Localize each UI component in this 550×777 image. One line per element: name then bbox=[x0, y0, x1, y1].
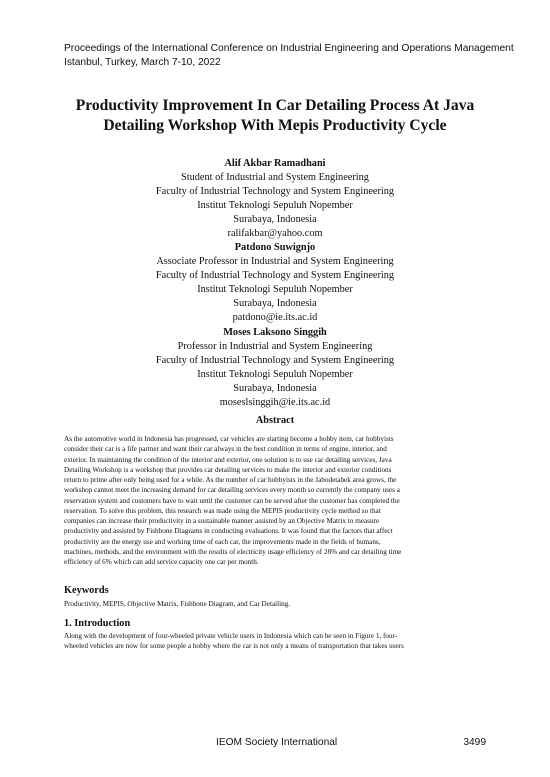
author-block-1 bbox=[60, 157, 490, 241]
author-position: Professor in Industrial and System Engineering bbox=[177, 341, 373, 352]
abstract-line: productivity and assisted by Fishbone Diagrams in conducting evaluations. It was found that the factors that affect bbox=[64, 527, 393, 536]
header-line-1: Proceedings of the International Conference on Industrial Engineering and Operations Management bbox=[64, 43, 514, 54]
abstract-line: companies can increase their productivity in a sustainable manner assisted by an Objective Matrix to measure bbox=[64, 517, 380, 525]
abstract-line: return to prime after only being used for a while. As the number of car hobbyists in the Jabodetabek area grows, the bbox=[64, 476, 397, 484]
footer-society: IEOM Society International bbox=[216, 737, 338, 748]
author-email: moseslsinggih@ie.its.ac.id bbox=[219, 397, 331, 408]
author-name: Patdono Suwignjo bbox=[234, 242, 316, 253]
abstract-line: productivity are the energy use and working time of each car, the improvements made in the fields of humans, bbox=[64, 537, 381, 546]
author-faculty: Faculty of Industrial Technology and System Engineering bbox=[155, 186, 395, 197]
abstract-line: reservation. To solve this problem, this research was made using the MEPIS productivity cycle method so that bbox=[64, 506, 381, 515]
keywords-heading: Keywords bbox=[64, 585, 109, 596]
header-line-2: Istanbul, Turkey, March 7-10, 2022 bbox=[64, 56, 221, 68]
author-email: ralifakbar@yahoo.com bbox=[227, 228, 323, 239]
paper-title bbox=[40, 96, 510, 135]
author-email: patdono@ie.its.ac.id bbox=[232, 312, 318, 323]
author-institute: Institut Teknologi Sepuluh Nopember bbox=[197, 200, 353, 211]
abstract-line: workshop cannot meet the increasing demand for car detailing services every month so currently the company uses a bbox=[64, 486, 400, 495]
abstract-heading: Abstract bbox=[255, 415, 295, 426]
abstract-line: exterior. In maintaining the condition of the interior and exterior, one solution is to use car detailing services, Java bbox=[64, 455, 392, 464]
author-faculty: Faculty of Industrial Technology and System Engineering bbox=[155, 270, 395, 281]
title-line-1: Productivity Improvement In Car Detailing Process At Java bbox=[75, 97, 475, 114]
author-city: Surabaya, Indonesia bbox=[233, 214, 317, 225]
author-block-3 bbox=[60, 326, 490, 410]
abstract-body bbox=[64, 434, 486, 567]
abstract-line: efficiency of 6% which can add service capacity one car per month. bbox=[64, 558, 259, 566]
author-position: Student of Industrial and System Engineering bbox=[181, 172, 369, 183]
author-city: Surabaya, Indonesia bbox=[233, 383, 317, 394]
abstract-line: machines, methods, and the environment with the results of electricity usage efficiency of 28% and car detailing time bbox=[64, 547, 402, 556]
page-number: 3499 bbox=[463, 737, 486, 748]
introduction-body bbox=[64, 631, 486, 652]
abstract-line: As the automotive world in Indonesia has progressed, car vehicles are starting become a hobby item, car hobbyists bbox=[64, 435, 394, 443]
introduction-line: Along with the development of four-wheeled private vehicle users in Indonesia which can be seen in Figure 1, four- bbox=[64, 632, 398, 640]
introduction-heading: 1. Introduction bbox=[64, 618, 131, 629]
introduction-line: wheeled vehicles are now for some people a hobby where the car is not only a means of transportation that takes users bbox=[64, 642, 404, 651]
author-block-2 bbox=[60, 241, 490, 325]
abstract-line: reservation system and customers have to wait until the customer can be served after the customer has completed the bbox=[64, 496, 400, 505]
author-name: Moses Laksono Singgih bbox=[223, 327, 327, 338]
author-institute: Institut Teknologi Sepuluh Nopember bbox=[197, 369, 353, 380]
abstract-line: consider their car is a life partner and want their car always in the best condition in terms of engine, interior, and bbox=[64, 445, 387, 454]
author-institute: Institut Teknologi Sepuluh Nopember bbox=[197, 284, 353, 295]
author-city: Surabaya, Indonesia bbox=[233, 298, 317, 309]
keywords-text: Productivity, MEPIS, Objective Matrix, Fishbone Diagram, and Car Detailing. bbox=[64, 600, 291, 608]
running-header bbox=[64, 42, 514, 69]
author-position: Associate Professor in Industrial and System Engineering bbox=[156, 256, 394, 267]
title-line-2: Detailing Workshop With Mepis Productivity Cycle bbox=[103, 116, 447, 134]
abstract-line: Detailing Workshop is a workshop that provides car detailing services to make the interior and exterior conditions bbox=[64, 465, 392, 474]
author-faculty: Faculty of Industrial Technology and System Engineering bbox=[155, 355, 395, 366]
author-name: Alif Akbar Ramadhani bbox=[224, 158, 326, 169]
